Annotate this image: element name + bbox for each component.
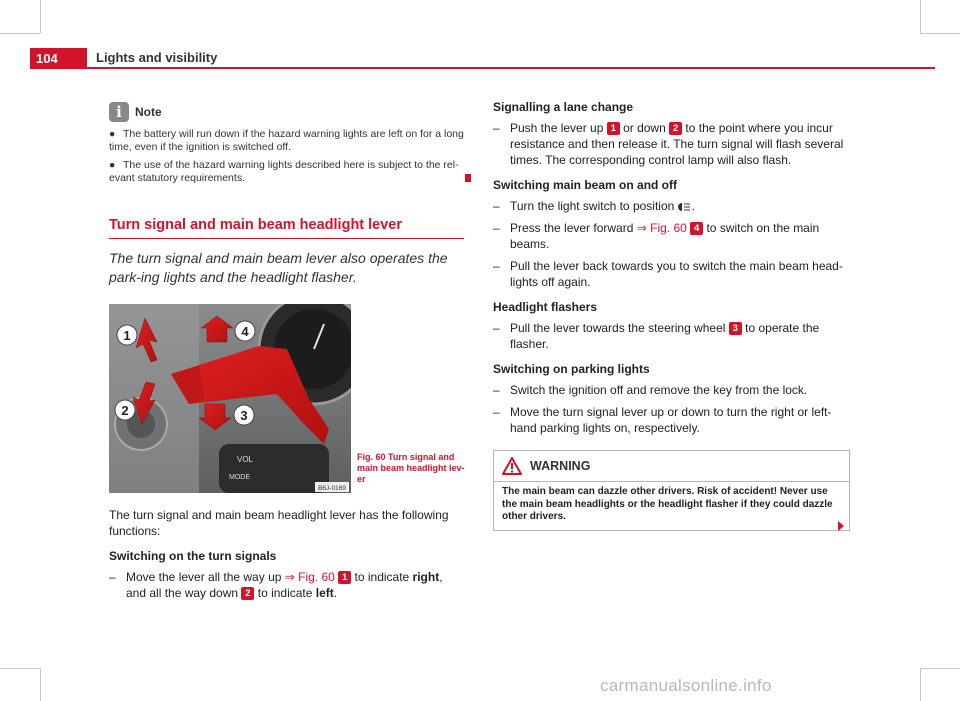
callout-2: 2 [121, 403, 129, 418]
subheading: Switching main beam on and off [493, 178, 678, 192]
section-intro: The turn signal and main beam lever also operates the park-ing lights and the headlight flasher. [109, 250, 448, 285]
figure-link[interactable]: ⇒ Fig. 60 [284, 570, 335, 584]
warning-text: The main beam can dazzle other drivers. Risk of accident! Never use the main beam headlights or the headlight flasher if they could dazzle other drivers. [502, 486, 833, 522]
crop-mark [40, 0, 41, 33]
section-title: Turn signal and main beam headlight lever [109, 217, 464, 239]
figure [109, 304, 464, 493]
note-heading [109, 100, 464, 124]
dash-icon: – [493, 121, 500, 135]
bullet-icon: ● [109, 128, 116, 140]
warning-triangle-icon [502, 457, 522, 475]
running-title: Lights and visibility [96, 50, 218, 65]
dash-icon: – [493, 221, 500, 235]
list-item: – Turn the light switch to position . [493, 199, 695, 213]
dash-icon: – [493, 321, 500, 335]
crop-mark [0, 668, 40, 669]
list-item: – Move the lever all the way up ⇒ Fig. 60 1 to indicate right, and all the way down 2 to indicate left. [109, 570, 443, 600]
mode-label: MODE [229, 474, 250, 481]
callout-1: 1 [123, 328, 131, 343]
callout-badge: 2 [669, 122, 682, 135]
continue-arrow-icon [838, 521, 844, 531]
callout-badge: 3 [729, 322, 742, 335]
bullet-icon: ● [109, 159, 116, 171]
crop-mark [920, 0, 921, 33]
callout-badge: 1 [607, 122, 620, 135]
right-column [493, 100, 848, 531]
warning-box [493, 450, 850, 531]
left-column [109, 100, 464, 601]
dash-icon: – [493, 259, 500, 273]
list-item: – Press the lever forward ⇒ Fig. 60 4 to switch on the main beams. [493, 221, 820, 251]
dash-icon: – [493, 405, 500, 419]
figure-link[interactable]: ⇒ Fig. 60 [636, 221, 687, 235]
callout-4: 4 [241, 324, 249, 339]
figure-caption: Fig. 60 Turn signal and main beam headlight lev-er [357, 452, 465, 484]
warning-heading [494, 451, 849, 482]
vol-label: VOL [237, 455, 254, 464]
subheading: Switching on parking lights [493, 362, 650, 376]
warning-title: WARNING [530, 459, 591, 473]
list-item: – Switch the ignition off and remove the key from the lock. [493, 383, 808, 397]
crop-mark [920, 668, 960, 669]
crop-mark [0, 33, 40, 34]
dash-icon: – [493, 383, 500, 397]
light-position-icon [678, 202, 692, 212]
callout-3: 3 [240, 408, 248, 423]
list-item: – Pull the lever back towards you to switch the main beam head-lights off again. [493, 259, 843, 289]
watermark: carmanualsonline.info [600, 676, 772, 695]
crop-mark [920, 668, 921, 701]
header-rule [30, 67, 935, 69]
callout-badge: 4 [690, 222, 703, 235]
callout-badge: 2 [241, 587, 254, 600]
crop-mark [920, 33, 960, 34]
list-item: – Pull the lever towards the steering wheel 3 to operate the flasher. [493, 321, 820, 351]
note-item: ● The use of the hazard warning lights described here is subject to the rel-evant statutory requirements. [109, 159, 459, 184]
page-number: 104 [30, 48, 87, 69]
list-item: – Push the lever up 1 or down 2 to the point where you incur resistance and then release it. The turn signal will flash several times. The corresponding control lamp will also flash. [493, 121, 844, 167]
crop-mark [40, 668, 41, 701]
dash-icon: – [109, 570, 116, 584]
note-item: ● The battery will run down if the hazard warning lights are left on for a long time, even if the ignition is switched off. [109, 128, 464, 153]
info-icon: i [109, 102, 129, 122]
dash-icon: – [493, 199, 500, 213]
subheading: Headlight flashers [493, 300, 598, 314]
section-end-marker [465, 174, 471, 182]
figure-code: B6J-0169 [318, 485, 346, 492]
subheading: Signalling a lane change [493, 100, 634, 114]
list-item: – Move the turn signal lever up or down to turn the right or left-hand parking lights on, respectively. [493, 405, 832, 435]
subheading: Switching on the turn signals [109, 549, 277, 563]
paragraph: The turn signal and main beam headlight lever has the following functions: [109, 508, 449, 538]
turn-signal-lever-illustration [109, 304, 351, 493]
note-title: Note [135, 105, 162, 119]
callout-badge: 1 [338, 571, 351, 584]
